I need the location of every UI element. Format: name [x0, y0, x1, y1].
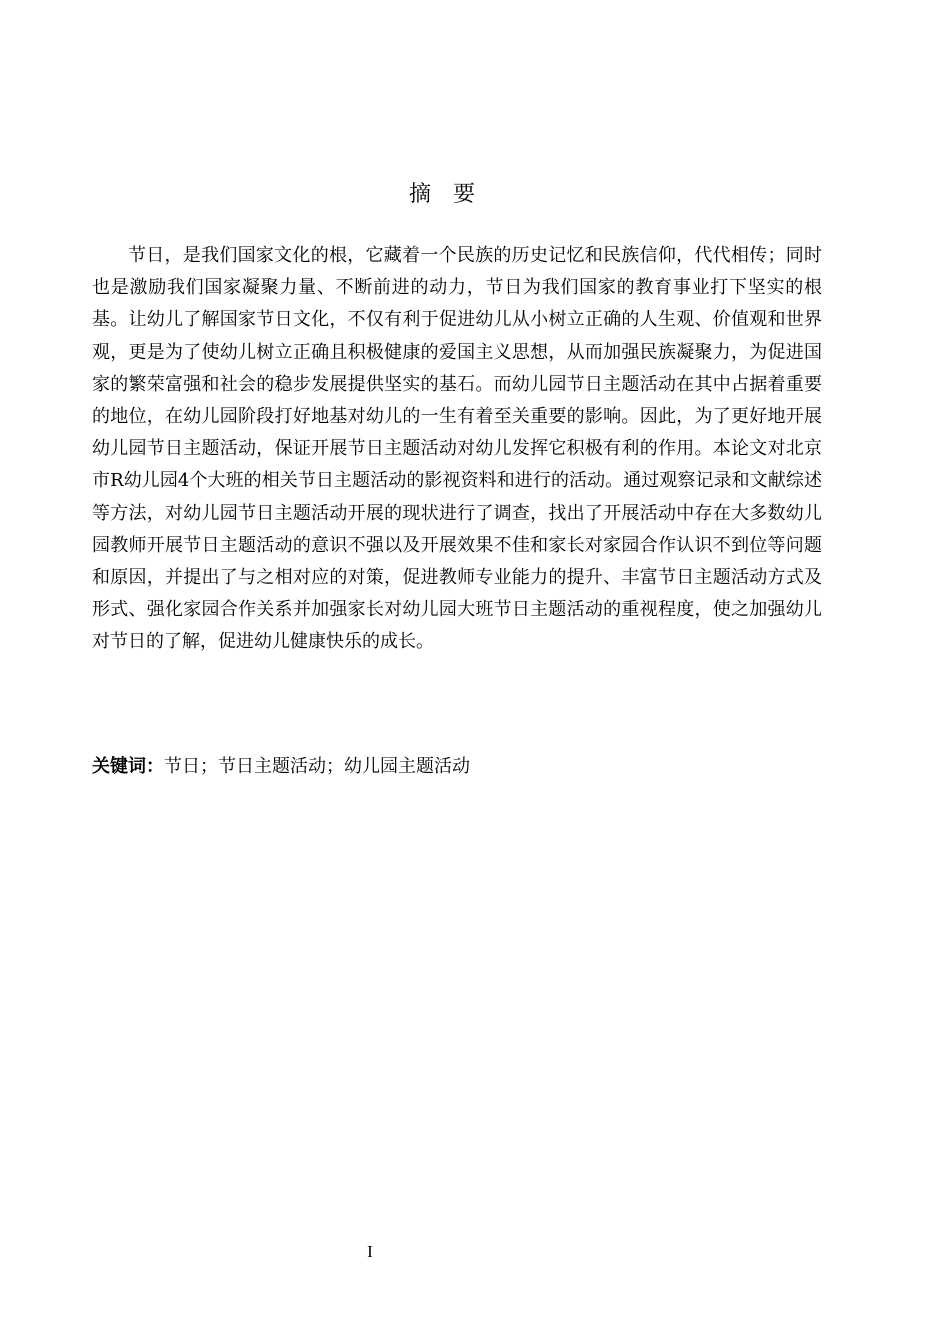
keywords-label: 关键词：: [92, 756, 164, 777]
abstract-paragraph: 节日，是我们国家文化的根，它藏着一个民族的历史记忆和民族信仰，代代相传；同时也是激励我们国家凝聚力量、不断前进的动力，节日为我们国家的教育事业打下坚实的根基。让幼儿了解国家节日文化，不仅有利于促进幼儿从小树立正确的人生观、价值观和世界观，更是为了使幼儿树立正确且积极健康的爱国主义思想，从而加强民族凝聚力，为促进国家的繁荣富强和社会的稳步发展提供坚实的基石。而幼儿园节日主题活动在其中占据着重要的地位，在幼儿园阶段打好地基对幼儿的一生有着至关重要的影响。因此，为了更好地开展幼儿园节日主题活动，保证开展节日主题活动对幼儿发挥它积极有利的作用。本论文对北京市R幼儿园4个大班的相关节日主题活动的影视资料和进行的活动。通过观察记录和文献综述等方法，对幼儿园节日主题活动开展的现状进行了调查，找出了开展活动中存在大多数幼儿园教师开展节日主题活动的意识不强以及开展效果不佳和家长对家园合作认识不到位等问题和原因，并提出了与之相对应的对策，促进教师专业能力的提升、丰富节日主题活动方式及形式、强化家园合作关系并加强家长对幼儿园大班节日主题活动的重视程度，使之加强幼儿对节日的了解，促进幼儿健康快乐的成长。: [92, 245, 822, 653]
page-number: I: [367, 1242, 373, 1261]
keywords-text: 节日；节日主题活动；幼儿园主题活动: [164, 756, 470, 777]
keywords-line: [92, 752, 852, 782]
page-title: 摘要: [408, 182, 497, 207]
